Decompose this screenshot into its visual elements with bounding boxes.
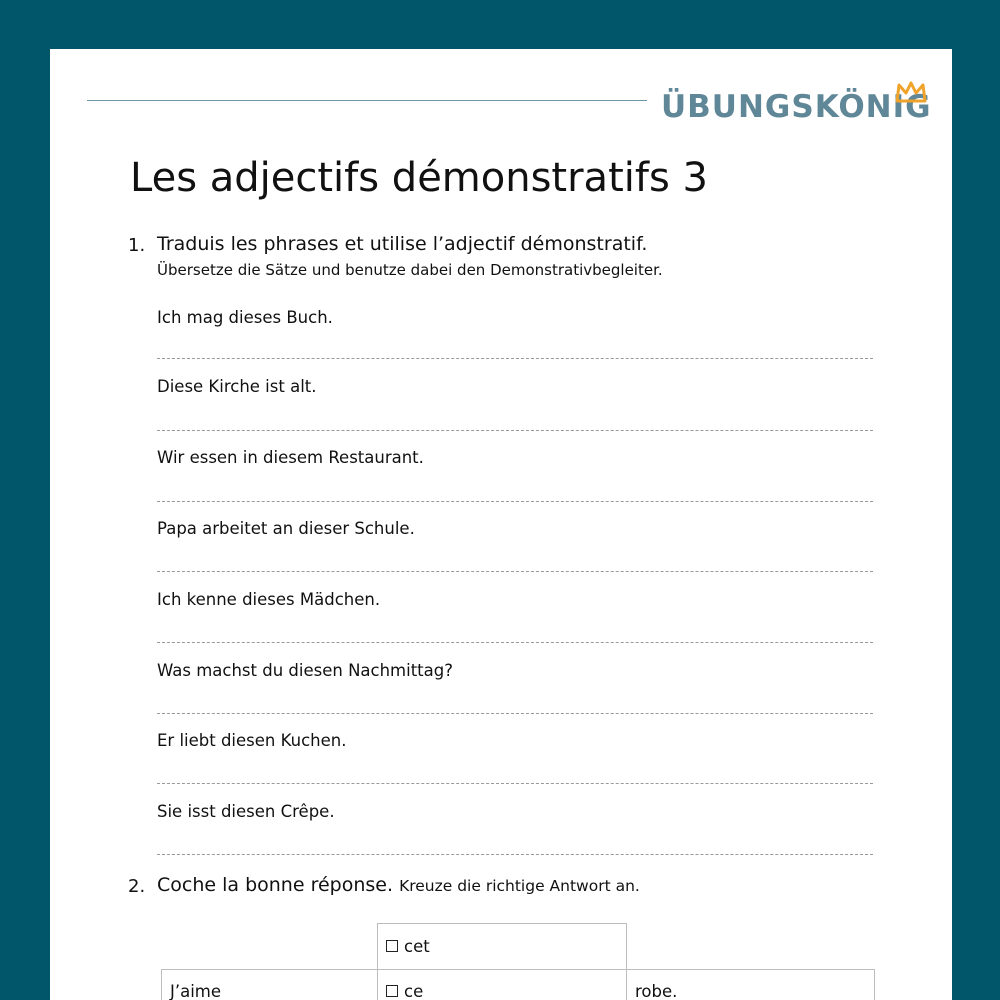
sentence-3: Wir essen in diesem Restaurant. bbox=[157, 448, 424, 467]
sentence-2: Diese Kirche ist alt. bbox=[157, 377, 317, 396]
answer-line-6[interactable] bbox=[157, 713, 873, 714]
sentence-end-cell bbox=[626, 969, 875, 1000]
brand-logo: ÜBUNGSKÖNIG bbox=[661, 89, 932, 125]
sentence-5: Ich kenne dieses Mädchen. bbox=[157, 590, 381, 609]
answer-line-8[interactable] bbox=[157, 854, 873, 855]
answer-line-5[interactable] bbox=[157, 642, 873, 643]
answer-line-4[interactable] bbox=[157, 571, 873, 572]
exercise-1-number: 1. bbox=[128, 235, 146, 256]
exercise-2-number: 2. bbox=[128, 876, 146, 897]
sentence-6: Was machst du diesen Nachmittag? bbox=[157, 661, 453, 680]
checkbox-icon[interactable] bbox=[386, 940, 398, 952]
worksheet-page bbox=[50, 49, 952, 1000]
exercise-2-instruction-de: Kreuze die richtige Antwort an. bbox=[399, 877, 640, 895]
page-title: Les adjectifs démonstratifs 3 bbox=[130, 155, 708, 201]
header-rule bbox=[87, 100, 647, 101]
answer-line-3[interactable] bbox=[157, 501, 873, 502]
sentence-1: Ich mag dieses Buch. bbox=[157, 308, 333, 327]
answer-line-2[interactable] bbox=[157, 430, 873, 431]
sentence-7: Er liebt diesen Kuchen. bbox=[157, 731, 347, 750]
sentence-end: robe. bbox=[635, 982, 678, 1000]
exercise-1-instruction: Traduis les phrases et utilise l’adjectif démonstratif. bbox=[157, 233, 648, 255]
sentence-4: Papa arbeitet an dieser Schule. bbox=[157, 519, 415, 538]
option-label: ce bbox=[404, 982, 424, 1000]
option-cell-ce[interactable] bbox=[377, 969, 627, 1000]
sentence-start-cell bbox=[161, 969, 378, 1000]
exercise-2-instruction bbox=[157, 874, 640, 896]
crown-icon bbox=[895, 81, 927, 103]
answer-line-1[interactable] bbox=[157, 358, 873, 359]
answer-line-7[interactable] bbox=[157, 783, 873, 784]
option-cell-cet[interactable] bbox=[377, 923, 627, 970]
option-label: cet bbox=[404, 937, 430, 956]
checkbox-icon[interactable] bbox=[386, 985, 398, 997]
exercise-2-instruction-fr: Coche la bonne réponse. bbox=[157, 874, 394, 896]
exercise-1-instruction-de: Übersetze die Sätze und benutze dabei den Demonstrativbegleiter. bbox=[157, 261, 663, 279]
sentence-start: J’aime bbox=[170, 982, 222, 1000]
sentence-8: Sie isst diesen Crêpe. bbox=[157, 802, 335, 821]
